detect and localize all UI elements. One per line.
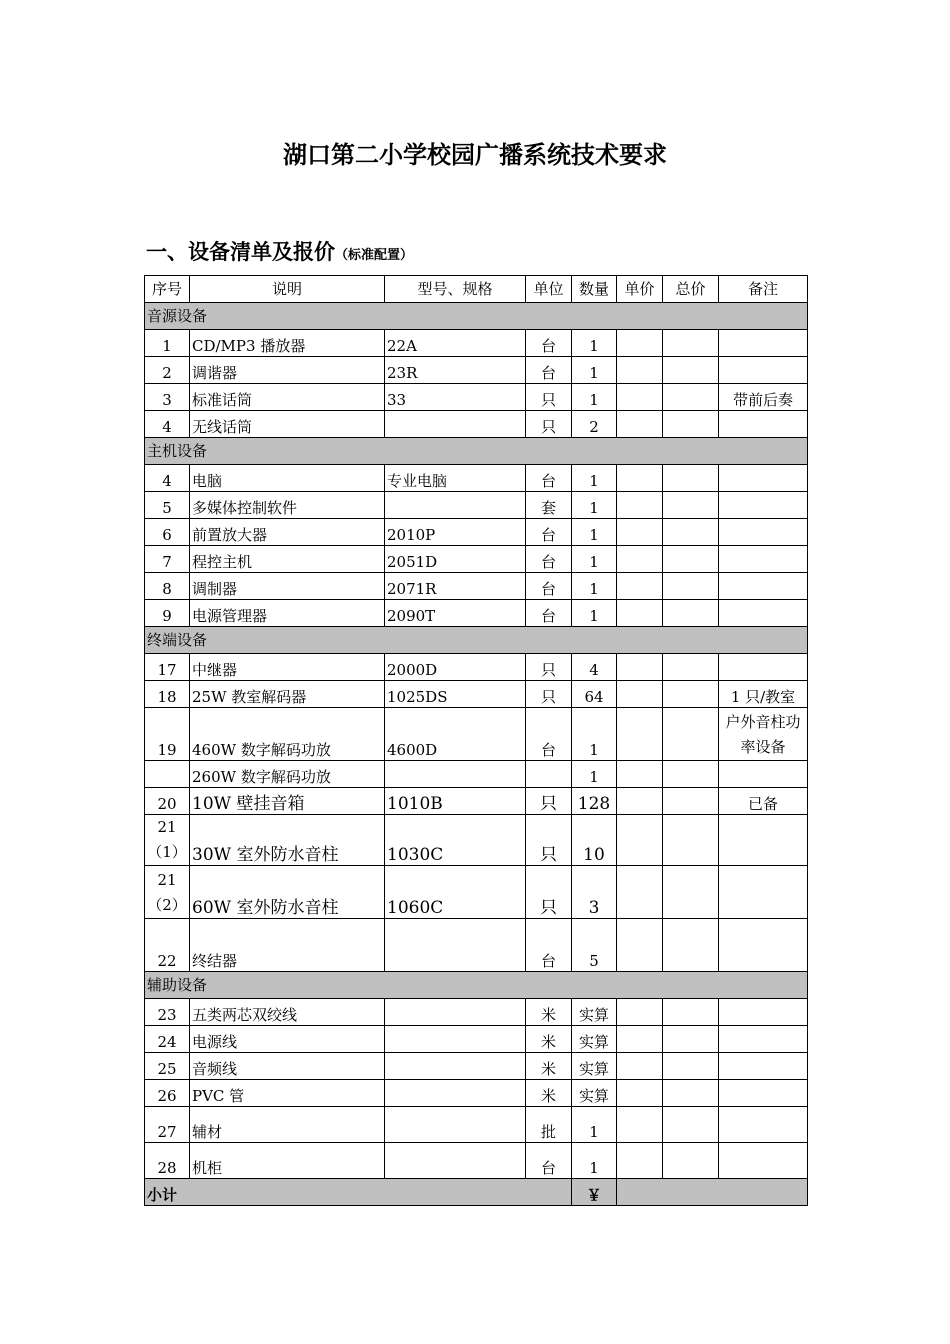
cell-desc: 60W 室外防水音柱 [190,866,385,919]
cell-price [617,1053,663,1080]
table-row [145,492,808,519]
cell-model: 1010B [385,788,526,815]
cell-unit: 只 [526,815,572,866]
header-cell: 序号 [145,276,190,303]
section-heading-text: 一、设备清单及报价 [146,240,335,264]
cell-price [617,866,663,919]
header-cell: 备注 [719,276,808,303]
cell-total [663,384,719,411]
cell-desc: PVC 管 [190,1080,385,1107]
cell-unit: 台 [526,919,572,972]
cell-qty: 1 [572,1107,617,1143]
cell-no: 21（1） [145,815,190,866]
category-row [145,972,808,999]
cell-total [663,546,719,573]
cell-remark [719,600,808,627]
cell-remark [719,654,808,681]
cell-no: 26 [145,1080,190,1107]
section-note: （标准配置） [335,248,414,263]
cell-no: 24 [145,1026,190,1053]
cell-model: 2051D [385,546,526,573]
cell-no: 23 [145,999,190,1026]
cell-price [617,1107,663,1143]
cell-desc: 前置放大器 [190,519,385,546]
cell-desc: 30W 室外防水音柱 [190,815,385,866]
cell-model: 专业电脑 [385,465,526,492]
cell-no: 4 [145,465,190,492]
subtotal-row [145,1179,808,1206]
cell-total [663,330,719,357]
cell-desc: 音频线 [190,1053,385,1080]
cell-unit: 套 [526,492,572,519]
cell-no: 22 [145,919,190,972]
cell-qty: 3 [572,866,617,919]
cell-model: 2071R [385,573,526,600]
table-row [145,788,808,815]
cell-model [385,1107,526,1143]
cell-remark [719,411,808,438]
cell-model: 22A [385,330,526,357]
cell-model [385,999,526,1026]
cell-no: 19 [145,708,190,761]
cell-remark: 带前后奏 [719,384,808,411]
cell-desc: 无线话筒 [190,411,385,438]
cell-remark [719,519,808,546]
table-row [145,999,808,1026]
cell-model [385,1026,526,1053]
cell-unit: 只 [526,654,572,681]
cell-total [663,681,719,708]
cell-price [617,681,663,708]
cell-model: 1030C [385,815,526,866]
table-row [145,1080,808,1107]
cell-remark: 户外音柱功率设备 [719,708,808,761]
cell-no: 4 [145,411,190,438]
cell-total [663,654,719,681]
cell-qty: 1 [572,761,617,788]
cell-qty: 5 [572,919,617,972]
cell-remark [719,1026,808,1053]
table-row [145,330,808,357]
cell-unit: 台 [526,573,572,600]
cell-remark [719,357,808,384]
cell-remark: 已备 [719,788,808,815]
cell-total [663,866,719,919]
table-row [145,411,808,438]
cell-unit: 台 [526,708,572,761]
cell-qty: 1 [572,465,617,492]
cell-price [617,919,663,972]
table-row [145,681,808,708]
cell-no: 2 [145,357,190,384]
cell-no: 3 [145,384,190,411]
cell-qty: 1 [572,600,617,627]
cell-no [145,761,190,788]
cell-total [663,357,719,384]
cell-unit: 台 [526,519,572,546]
cell-remark [719,546,808,573]
cell-total [663,788,719,815]
cell-total [663,465,719,492]
table-row [145,1143,808,1179]
cell-no: 25 [145,1053,190,1080]
cell-remark [719,815,808,866]
cell-desc: 460W 数字解码功放 [190,708,385,761]
cell-price [617,708,663,761]
table-row [145,546,808,573]
cell-model: 4600D [385,708,526,761]
cell-qty: 10 [572,815,617,866]
cell-price [617,1026,663,1053]
cell-price [617,999,663,1026]
cell-unit: 只 [526,411,572,438]
cell-unit: 只 [526,788,572,815]
cell-model: 1060C [385,866,526,919]
cell-desc: 终结器 [190,919,385,972]
cell-desc: 多媒体控制软件 [190,492,385,519]
table-row [145,1026,808,1053]
cell-unit: 批 [526,1107,572,1143]
cell-remark [719,761,808,788]
cell-desc: 中继器 [190,654,385,681]
header-cell: 型号、规格 [385,276,526,303]
cell-model [385,919,526,972]
category-row [145,438,808,465]
cell-price [617,788,663,815]
cell-unit: 台 [526,357,572,384]
cell-remark [719,1143,808,1179]
cell-remark [719,1080,808,1107]
table-row [145,919,808,972]
header-cell: 总价 [663,276,719,303]
equipment-table [144,275,808,1206]
cell-total [663,411,719,438]
cell-model: 2090T [385,600,526,627]
category-label: 音源设备 [145,303,808,330]
cell-remark [719,999,808,1026]
cell-remark: 1 只/教室 [719,681,808,708]
cell-model: 2010P [385,519,526,546]
cell-desc: 电脑 [190,465,385,492]
cell-price [617,492,663,519]
table-header-row [145,276,808,303]
cell-qty: 1 [572,546,617,573]
cell-price [617,519,663,546]
cell-desc: 电源管理器 [190,600,385,627]
cell-no: 5 [145,492,190,519]
cell-remark [719,1107,808,1143]
section-heading [146,236,413,266]
cell-qty: 1 [572,357,617,384]
cell-price [617,357,663,384]
category-label: 主机设备 [145,438,808,465]
cell-qty: 128 [572,788,617,815]
cell-remark [719,330,808,357]
header-cell: 单位 [526,276,572,303]
cell-qty: 1 [572,1143,617,1179]
cell-total [663,919,719,972]
cell-desc: 260W 数字解码功放 [190,761,385,788]
category-label: 终端设备 [145,627,808,654]
category-label: 辅助设备 [145,972,808,999]
cell-qty: 1 [572,573,617,600]
cell-model [385,1080,526,1107]
cell-no: 17 [145,654,190,681]
subtotal-value [617,1179,808,1206]
cell-qty: 1 [572,708,617,761]
cell-price [617,465,663,492]
cell-no: 7 [145,546,190,573]
cell-no: 18 [145,681,190,708]
cell-qty: 1 [572,519,617,546]
category-row [145,303,808,330]
cell-qty: 实算 [572,1026,617,1053]
table-row [145,761,808,788]
cell-unit: 台 [526,465,572,492]
cell-total [663,999,719,1026]
table-row [145,708,808,761]
page-title: 湖口第二小学校园广播系统技术要求 [283,141,667,169]
cell-remark [719,492,808,519]
cell-unit: 米 [526,999,572,1026]
cell-model [385,1053,526,1080]
cell-desc: 电源线 [190,1026,385,1053]
cell-desc: 10W 壁挂音箱 [190,788,385,815]
cell-total [663,815,719,866]
cell-price [617,384,663,411]
cell-unit: 台 [526,600,572,627]
header-cell: 单价 [617,276,663,303]
table-row [145,519,808,546]
cell-total [663,519,719,546]
cell-qty: 1 [572,492,617,519]
table-row [145,1107,808,1143]
category-row [145,627,808,654]
cell-no: 9 [145,600,190,627]
cell-desc: 辅材 [190,1107,385,1143]
cell-price [617,600,663,627]
cell-model [385,1143,526,1179]
table-row [145,600,808,627]
cell-price [617,1080,663,1107]
cell-remark [719,866,808,919]
cell-unit [526,761,572,788]
table-row [145,573,808,600]
cell-remark [719,919,808,972]
cell-model [385,761,526,788]
cell-unit: 台 [526,330,572,357]
table-row [145,384,808,411]
cell-no: 20 [145,788,190,815]
cell-total [663,600,719,627]
cell-model: 33 [385,384,526,411]
cell-desc: 五类两芯双绞线 [190,999,385,1026]
cell-model: 2000D [385,654,526,681]
cell-unit: 米 [526,1026,572,1053]
cell-model: 1025DS [385,681,526,708]
subtotal-currency: ￥ [572,1179,617,1206]
cell-unit: 只 [526,866,572,919]
cell-desc: 机柜 [190,1143,385,1179]
cell-price [617,330,663,357]
cell-unit: 只 [526,681,572,708]
cell-total [663,1107,719,1143]
cell-unit: 米 [526,1053,572,1080]
cell-total [663,761,719,788]
cell-desc: CD/MP3 播放器 [190,330,385,357]
table-row [145,465,808,492]
cell-price [617,411,663,438]
cell-model [385,411,526,438]
cell-model [385,492,526,519]
cell-total [663,708,719,761]
cell-unit: 只 [526,384,572,411]
header-cell: 数量 [572,276,617,303]
table-row [145,654,808,681]
cell-no: 6 [145,519,190,546]
cell-unit: 台 [526,546,572,573]
cell-price [617,573,663,600]
cell-total [663,1143,719,1179]
cell-total [663,573,719,600]
cell-remark [719,465,808,492]
cell-price [617,546,663,573]
cell-qty: 64 [572,681,617,708]
cell-remark [719,1053,808,1080]
cell-price [617,1143,663,1179]
cell-unit: 台 [526,1143,572,1179]
cell-qty: 2 [572,411,617,438]
cell-qty: 实算 [572,1053,617,1080]
cell-remark [719,573,808,600]
cell-no: 27 [145,1107,190,1143]
cell-qty: 4 [572,654,617,681]
table-row [145,866,808,919]
cell-total [663,1053,719,1080]
cell-qty: 1 [572,330,617,357]
cell-price [617,654,663,681]
cell-total [663,1026,719,1053]
cell-no: 28 [145,1143,190,1179]
cell-no: 21（2） [145,866,190,919]
subtotal-label: 小计 [145,1179,572,1206]
cell-desc: 调谐器 [190,357,385,384]
cell-model: 23R [385,357,526,384]
cell-desc: 程控主机 [190,546,385,573]
cell-desc: 标准话筒 [190,384,385,411]
cell-no: 1 [145,330,190,357]
cell-total [663,492,719,519]
cell-price [617,761,663,788]
cell-price [617,815,663,866]
cell-unit: 米 [526,1080,572,1107]
cell-qty: 实算 [572,1080,617,1107]
cell-qty: 实算 [572,999,617,1026]
header-cell: 说明 [190,276,385,303]
cell-desc: 25W 教室解码器 [190,681,385,708]
cell-no: 8 [145,573,190,600]
table-row [145,815,808,866]
table-row [145,357,808,384]
cell-desc: 调制器 [190,573,385,600]
cell-qty: 1 [572,384,617,411]
table-row [145,1053,808,1080]
cell-total [663,1080,719,1107]
